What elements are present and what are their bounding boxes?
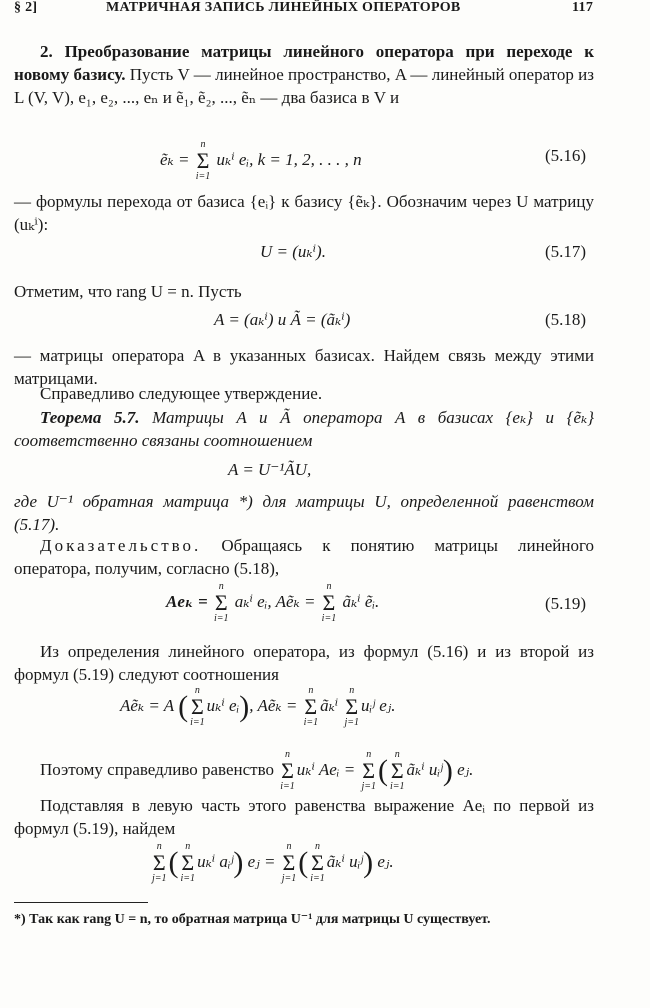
paragraph-transition: — формулы перехода от базиса {eᵢ} к базису {ẽₖ}. Обозначим через U матрицу (uₖⁱ): <box>14 192 594 234</box>
sum-symbol: n Σ i=1 <box>321 581 337 624</box>
paragraph-substitution: Подставляя в левую часть этого равенства выражение Aeᵢ по первой из формул (5.19), найдем <box>14 796 594 838</box>
sum-symbol: n Σ i=1 <box>280 749 295 792</box>
paragraph-rank: Отметим, что rang U = n. Пусть <box>14 282 242 301</box>
eq-rel-a: Aẽₖ = A <box>120 695 179 715</box>
page-number: 117 <box>572 0 594 15</box>
paragraph-equality: Поэтому справедливо равенство n Σ i=1 uₖⁱ Aeᵢ = n Σ j=1 ( n Σ i=1 ãₖⁱ uᵢʲ) eⱼ. <box>40 749 474 792</box>
equation-5-17: U = (uₖⁱ). <box>260 242 326 261</box>
eq-rel-d: uᵢʲ eⱼ. <box>361 695 396 715</box>
equation-5-18: A = (aₖⁱ) и Ã = (ãₖⁱ) <box>214 310 351 329</box>
sum-symbol: n Σ j=1 <box>281 841 297 884</box>
equation-5-19 <box>166 582 379 624</box>
eq-rel-b: , Aẽₖ = <box>249 695 302 715</box>
proof-label: Доказательство. <box>40 536 202 555</box>
proof-paragraph <box>14 534 594 580</box>
eq-equality-a: uₖⁱ Aeᵢ = <box>296 759 360 779</box>
paragraph-intro <box>14 40 594 109</box>
eq-5-16-rhs: uₖⁱ eᵢ, k = 1, 2, . . . , n <box>216 149 362 169</box>
equation-number-5-18: (5.18) <box>545 310 587 329</box>
paragraph-intro-text: Пусть V — линейное пространство, A — линейный оператор из L (V, V), e₁, e₂, ..., eₙ и ẽ₁, ẽ₂, ..., ẽₙ — два базиса в V и <box>14 65 594 107</box>
eq-rel-inner: uₖⁱ eᵢ <box>206 695 240 715</box>
paragraph-matrices: — матрицы оператора A в указанных базисах. Найдем связь между этими матрицами. <box>14 346 594 388</box>
theorem-equation: A = U⁻¹ÃU, <box>228 460 312 479</box>
equation-relations: Aẽₖ = A ( n Σ i=1 uₖⁱ eᵢ), Aẽₖ = n Σ i=1 ãₖⁱ n Σ j=1 uᵢʲ eⱼ. <box>120 685 396 728</box>
section-heading: 2. Преобразование матрицы линейного оператора при переходе к новому базису. <box>14 42 594 84</box>
sum-symbol: n Σ i=1 <box>213 581 229 624</box>
theorem-label: Теорема 5.7. <box>40 408 140 427</box>
sum-symbol: n Σ i=1 <box>195 139 211 182</box>
theorem-continuation: где U⁻¹ обратная матрица *) для матрицы U, определенной равенством (5.17). <box>14 492 594 534</box>
sum-symbol: n Σ j=1 <box>152 841 167 884</box>
eq-final-inner1: uₖⁱ aᵢʲ <box>197 851 234 871</box>
paragraph-definition: Из определения линейного оператора, из формул (5.16) и из второй из формул (5.19) следуют соотношения <box>14 642 594 684</box>
footnote-rule <box>14 902 148 903</box>
sum-symbol: n Σ j=1 <box>344 685 359 728</box>
equation-final: n Σ j=1 ( n Σ i=1 uₖⁱ aᵢʲ) eⱼ = n Σ j=1 ( n Σ i=1 ãₖⁱ uᵢʲ) eⱼ. <box>152 841 394 884</box>
sum-symbol: n Σ i=1 <box>180 841 196 884</box>
eq-rel-c: ãₖⁱ <box>320 695 343 715</box>
theorem-text: Матрицы A и Ã оператора A в базисах {eₖ} и {ẽₖ} соответственно связаны соотношением <box>14 408 594 450</box>
eq-final-tail: eⱼ. <box>373 851 394 871</box>
eq-equality-inner: ãₖⁱ uᵢʲ <box>406 759 443 779</box>
equation-number-5-17: (5.17) <box>545 242 587 261</box>
paragraph-statement: Справедливо следующее утверждение. <box>40 384 323 403</box>
equation-5-16 <box>160 140 362 182</box>
eq-equality-tail: eⱼ. <box>452 759 474 779</box>
equation-number-5-19: (5.19) <box>545 594 587 613</box>
section-marker: § 2] <box>14 0 38 15</box>
sum-symbol: n Σ i=1 <box>389 749 405 792</box>
eq-final-inner2: ãₖⁱ uᵢʲ <box>326 851 364 871</box>
eq-5-19-part2: ãₖⁱ ẽᵢ. <box>342 591 380 611</box>
sum-symbol: n Σ j=1 <box>361 749 376 792</box>
sum-symbol: n Σ i=1 <box>310 841 325 884</box>
running-title: МАТРИЧНАЯ ЗАПИСЬ ЛИНЕЙНЫХ ОПЕРАТОРОВ <box>106 0 461 15</box>
sum-symbol: n Σ i=1 <box>303 685 319 728</box>
theorem-5-7 <box>14 406 594 452</box>
eq-final-mid: eⱼ = <box>243 851 280 871</box>
eq-5-19-part1: Aeₖ = <box>166 591 212 611</box>
footnote: *) Так как rang U = n, то обратная матрица U⁻¹ для матрицы U существует. <box>14 912 491 927</box>
equation-number-5-16: (5.16) <box>545 146 587 165</box>
eq-5-16-lhs: ẽₖ = <box>160 149 194 169</box>
sum-symbol: n Σ i=1 <box>190 685 205 728</box>
proof-text: Обращаясь к понятию матрицы линейного оператора, получим, согласно (5.18), <box>14 536 594 578</box>
paragraph-equality-text: Поэтому справедливо равенство <box>40 759 279 779</box>
eq-5-19-part1b: aₖⁱ eᵢ, Aẽₖ = <box>234 591 320 611</box>
